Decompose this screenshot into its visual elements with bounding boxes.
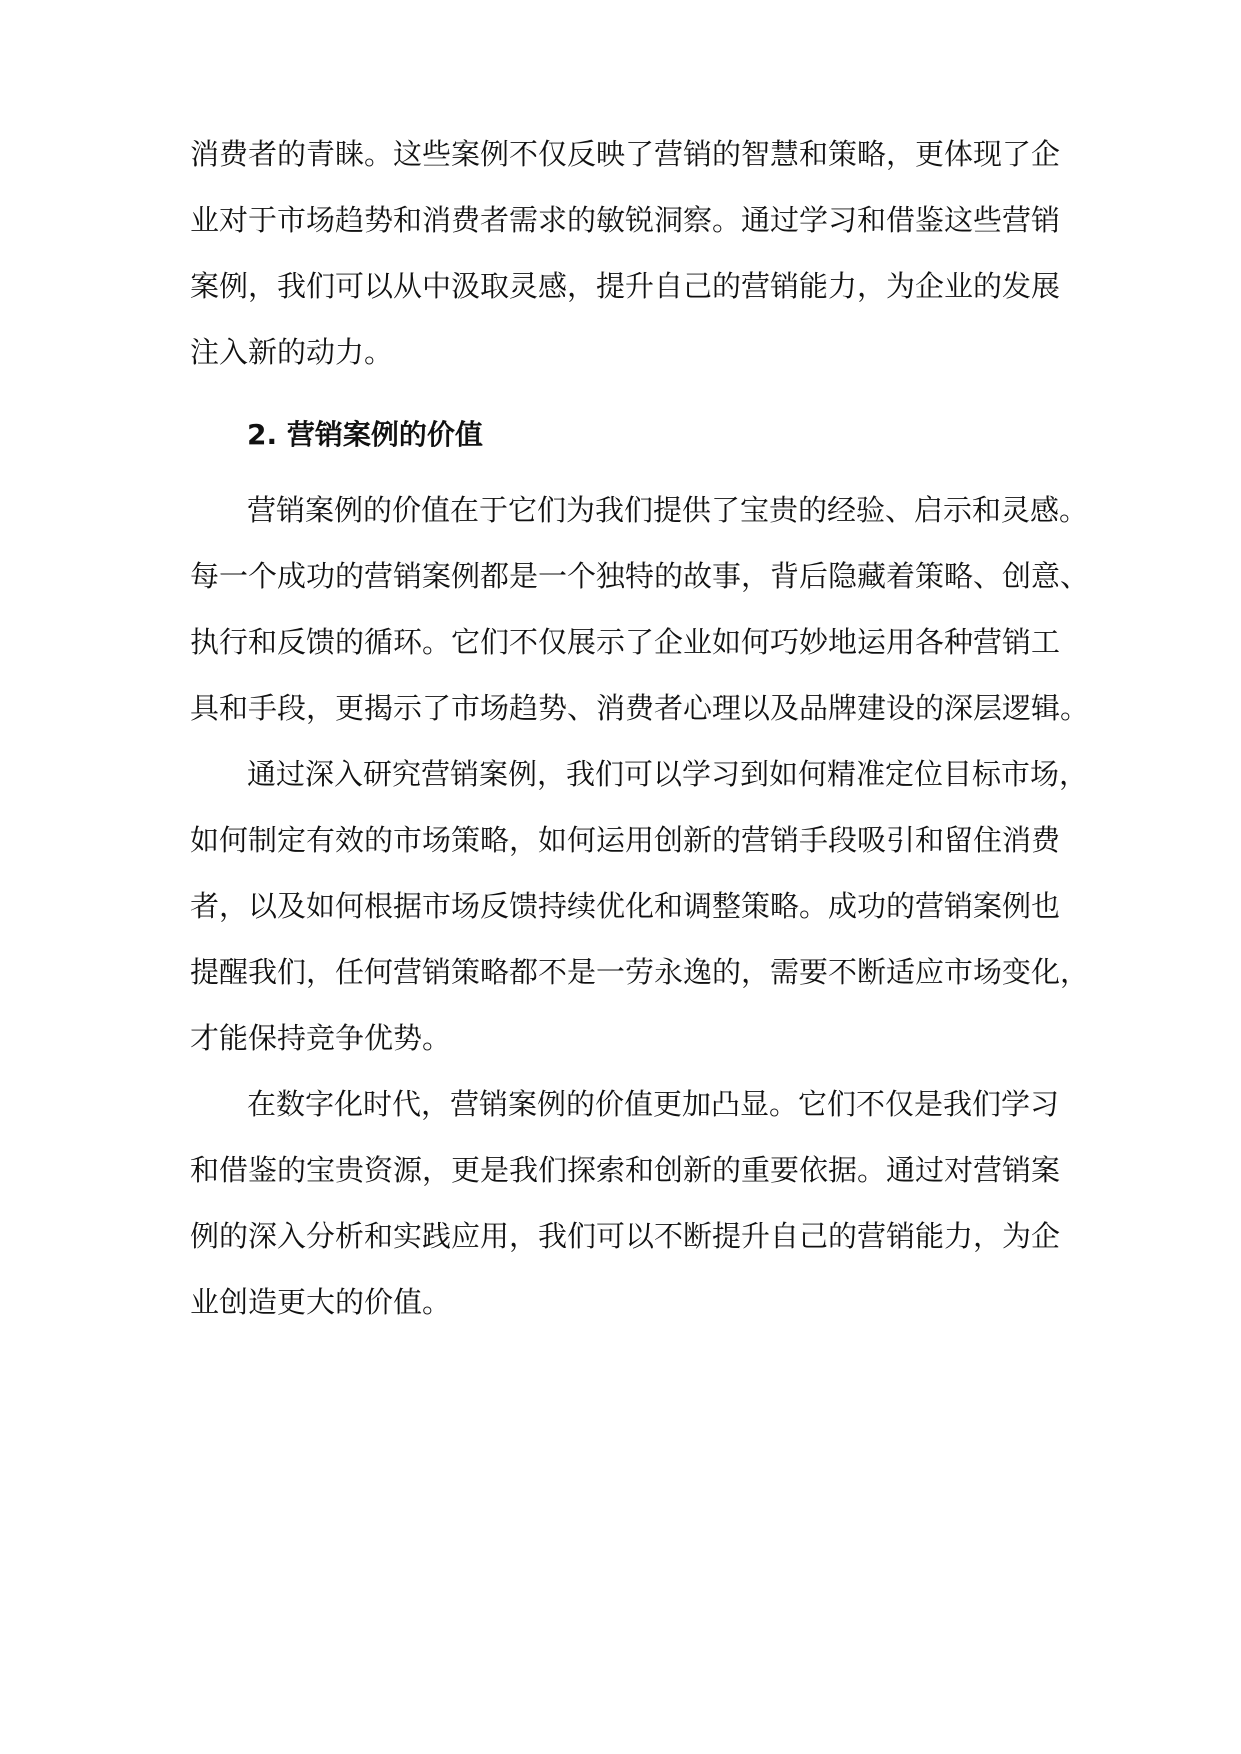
paragraph-2-line-3: 者，以及如何根据市场反馈持续优化和调整策略。成功的营销案例也 (190, 889, 1061, 923)
paragraph-3-line-2: 和借鉴的宝贵资源，更是我们探索和创新的重要依据。通过对营销案 (190, 1153, 1061, 1187)
section-heading: 2. 营销案例的价值 (247, 418, 483, 451)
intro-line-3: 案例，我们可以从中汲取灵感，提升自己的营销能力，为企业的发展 (190, 269, 1061, 303)
paragraph-2-line-1: 通过深入研究营销案例，我们可以学习到如何精准定位目标市场， (247, 757, 1089, 791)
paragraph-1-line-4: 具和手段，更揭示了市场趋势、消费者心理以及品牌建设的深层逻辑。 (190, 691, 1090, 725)
intro-line-2: 业对于市场趋势和消费者需求的敏锐洞察。通过学习和借鉴这些营销 (190, 203, 1061, 237)
paragraph-1-line-3: 执行和反馈的循环。它们不仅展示了企业如何巧妙地运用各种营销工 (190, 625, 1061, 659)
paragraph-2-line-4: 提醒我们，任何营销策略都不是一劳永逸的，需要不断适应市场变化， (190, 955, 1090, 989)
intro-line-4: 注入新的动力。 (190, 335, 394, 369)
paragraph-1-line-1: 营销案例的价值在于它们为我们提供了宝贵的经验、启示和灵感。 (247, 493, 1089, 527)
paragraph-2-line-2: 如何制定有效的市场策略，如何运用创新的营销手段吸引和留住消费 (190, 823, 1061, 857)
paragraph-3-line-4: 业创造更大的价值。 (190, 1285, 452, 1319)
paragraph-1-line-2: 每一个成功的营销案例都是一个独特的故事，背后隐藏着策略、创意、 (190, 559, 1090, 593)
intro-line-1: 消费者的青睐。这些案例不仅反映了营销的智慧和策略，更体现了企 (190, 137, 1061, 171)
paragraph-3-line-1: 在数字化时代，营销案例的价值更加凸显。它们不仅是我们学习 (247, 1087, 1060, 1121)
paragraph-3-line-3: 例的深入分析和实践应用，我们可以不断提升自己的营销能力，为企 (190, 1219, 1061, 1253)
paragraph-2-line-5: 才能保持竞争优势。 (190, 1021, 452, 1055)
